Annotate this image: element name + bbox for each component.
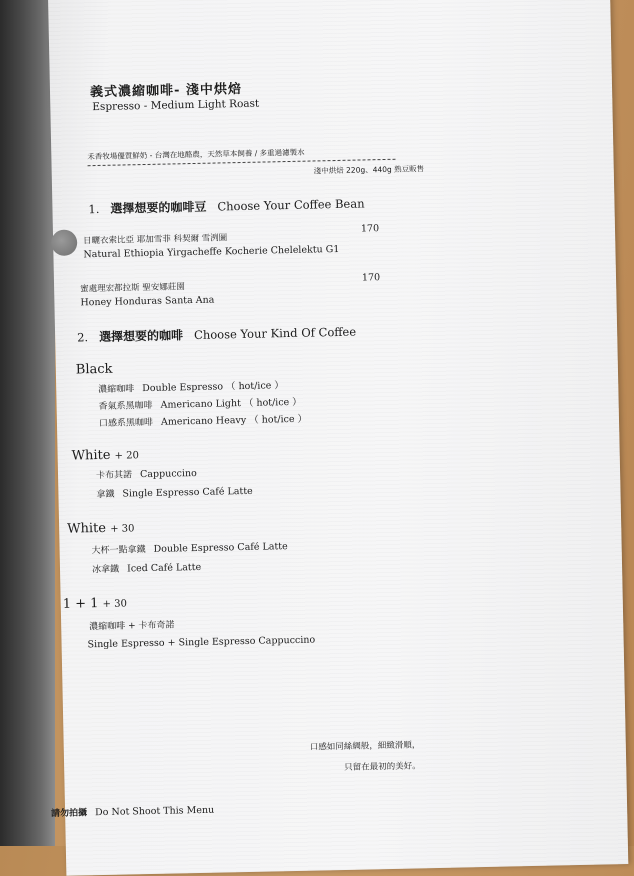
item-name-en: Double Espresso Café Latte	[153, 541, 288, 555]
bean-sale-note: 淺中烘焙 220g、440g 熟豆販售	[313, 164, 425, 176]
white-20-group-label	[71, 447, 139, 463]
menu-item	[92, 560, 201, 575]
no-photo-en: Do Not Shoot This Menu	[95, 804, 215, 819]
item-name-en: Iced Café Latte	[126, 561, 202, 575]
bean-2-price: 170	[361, 272, 381, 284]
menu-binder	[0, 0, 55, 846]
menu-title-zh: 義式濃縮咖啡- 淺中烘焙	[89, 81, 243, 101]
group-surcharge: + 30	[110, 523, 135, 535]
tagline-1: 口感如同絲綢般，細緻滑順，	[309, 740, 421, 753]
section-1-number: 1.	[88, 201, 100, 217]
no-photo-zh: 請勿拍攝	[51, 808, 88, 820]
item-name-zh: 冰拿鐵	[91, 564, 120, 576]
section-1-title-zh: 選擇想要的咖啡豆	[110, 199, 207, 216]
bean-2-name-en: Honey Honduras Santa Ana	[80, 294, 215, 309]
item-name-en: Single Espresso Café Latte	[122, 485, 253, 500]
bean-2-name-zh: 蜜處理宏都拉斯 聖安娜莊園	[80, 282, 185, 295]
section-2-heading	[77, 323, 356, 346]
item-name-en: Double Espresso （ hot/ice ）	[142, 380, 284, 395]
item-name-zh: 濃縮咖啡 + 卡布奇諾	[89, 620, 175, 633]
group-name: 1 + 1	[62, 596, 99, 612]
item-name-zh: 濃縮咖啡	[98, 384, 135, 396]
menu-item	[96, 466, 197, 481]
binder-hole	[51, 229, 78, 256]
section-1-heading	[88, 194, 364, 217]
menu-item	[98, 377, 284, 395]
no-photo-notice	[51, 803, 214, 819]
item-name-en: Americano Light （ hot/ice ）	[160, 396, 302, 411]
combo-line-en: Single Espresso + Single Espresso Cappuccino	[87, 634, 316, 651]
white-30-group-label	[67, 520, 135, 536]
item-name-en: Cappuccino	[139, 467, 197, 481]
section-1-title-en: Choose Your Coffee Bean	[217, 196, 365, 214]
milk-water-note: 禾香牧場優質鮮奶 - 台灣在地酪農，天然草本飼養 / 多重過濾製水	[87, 147, 305, 162]
group-name: White	[71, 447, 111, 464]
menu-title-en: Espresso - Medium Light Roast	[92, 97, 260, 114]
item-name-zh: 口感系黑咖啡	[98, 417, 154, 430]
combo-group-label	[63, 595, 127, 611]
bean-1-price: 170	[360, 223, 380, 235]
item-name-zh: 大杯一點拿鐵	[91, 545, 146, 557]
section-2-title-en: Choose Your Kind Of Coffee	[193, 324, 357, 343]
item-name-zh: 卡布其諾	[95, 470, 133, 482]
item-name-zh: 香氣系黑咖啡	[98, 400, 153, 413]
group-surcharge: + 30	[102, 598, 128, 610]
menu-item	[96, 484, 253, 500]
item-name-en: Americano Heavy （ hot/ice ）	[160, 413, 308, 428]
menu-item	[99, 411, 307, 429]
group-name: White	[67, 520, 107, 537]
section-2-title-zh: 選擇想要的咖啡	[98, 328, 184, 345]
menu-page	[48, 0, 628, 876]
bean-1-name-en: Natural Ethiopia Yirgacheffe Kocherie Chelelektu G1	[83, 243, 340, 261]
menu-item	[91, 539, 287, 556]
tagline-2: 只留在最初的美好。	[344, 761, 421, 773]
combo-line-zh	[89, 617, 183, 632]
item-name-zh: 拿鐵	[96, 489, 115, 501]
black-group-label: Black	[75, 361, 113, 378]
group-surcharge: + 20	[114, 450, 140, 462]
section-2-number: 2.	[77, 330, 89, 345]
bean-1-name-zh: 日曬衣索比亞 耶加雪菲 科契爾 雪洌圖	[83, 233, 228, 247]
menu-item	[98, 394, 301, 412]
